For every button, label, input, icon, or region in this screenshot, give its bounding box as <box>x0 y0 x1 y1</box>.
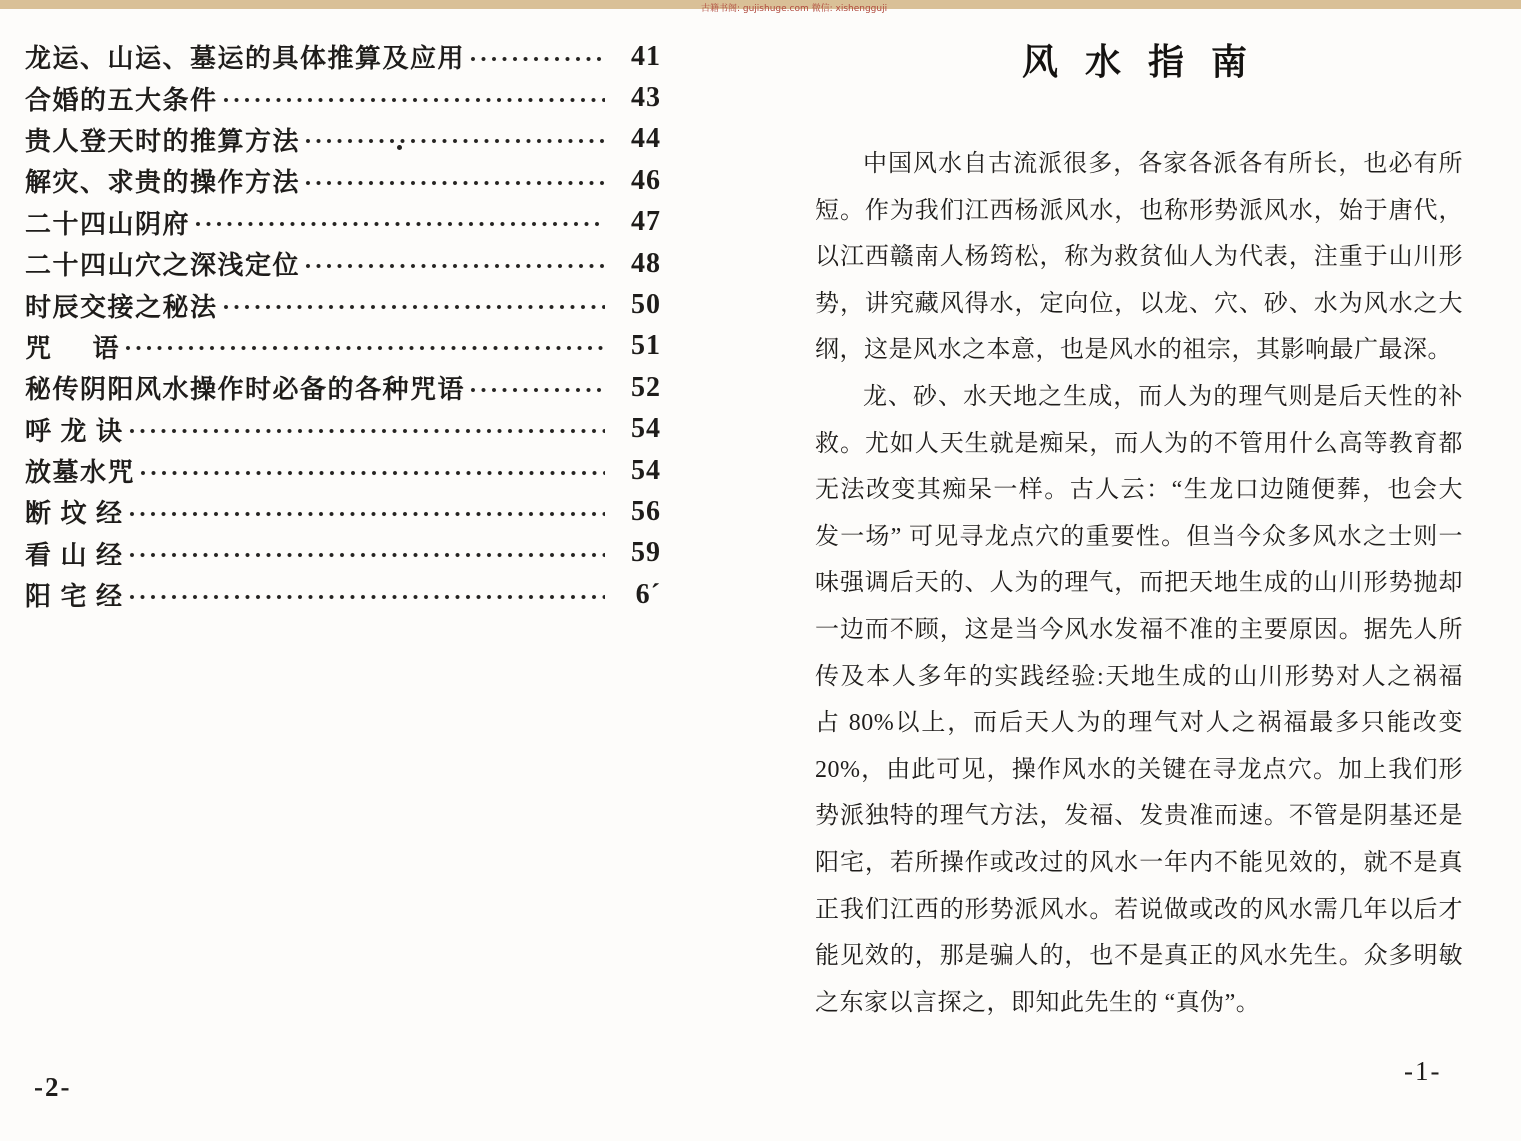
left-page-folio: -2- <box>34 1072 72 1102</box>
watermark-text: 古籍书阁: gujishuge.com 微信: xishengguji <box>701 4 888 14</box>
body-line: 无法改变其痴呆一样。古人云：“生龙口边随便葬，也会大 <box>815 477 1463 504</box>
body-line: 势，讲究藏风得水，定向位，以龙、穴、砂、水为风水之大 <box>815 290 1463 317</box>
body-line: 20%，由此可见，操作风水的关键在寻龙点穴。加上我们形 <box>815 756 1463 783</box>
toc-entry-title: 时辰交接之秘法 <box>25 292 218 322</box>
dot-leader <box>304 262 605 270</box>
toc-entry-title: 合婚的五大条件 <box>25 85 218 115</box>
toc-entry <box>25 119 661 160</box>
dot-leader <box>128 593 605 601</box>
toc-entry-title: 放墓水咒 <box>25 458 136 488</box>
dot-leader <box>469 55 605 63</box>
toc-entry-title: 咒 语 <box>25 333 121 363</box>
body-line: 正我们江西的形势派风水。若说做或改的风水需几年以后才 <box>815 896 1463 923</box>
dot-leader <box>139 469 605 477</box>
toc-entry <box>25 533 661 574</box>
dot-leader <box>469 386 605 394</box>
dot-leader <box>128 510 605 518</box>
toc-entry <box>25 409 661 450</box>
toc-entry-page-number: 54 <box>631 454 661 486</box>
toc-entry-page-number: 46 <box>631 164 661 196</box>
toc-entry-page-number: 41 <box>631 40 661 72</box>
toc-entry-title: 呼 龙 诀 <box>25 416 124 446</box>
body-text <box>815 141 1463 1026</box>
toc-entry-page-number: 54 <box>631 413 661 445</box>
toc-entry-page-number: 6´ <box>635 578 661 610</box>
toc-entry-page-number: 51 <box>631 330 661 362</box>
toc-entry-title: 二十四山阴府 <box>25 209 191 239</box>
dot-leader <box>128 427 605 435</box>
toc-entry-title: 解灾、求贵的操作方法 <box>25 168 301 198</box>
scan-artifact-dot <box>397 145 402 150</box>
toc-entry-page-number: 44 <box>631 123 661 155</box>
body-line: 占 80%以上，而后天人为的理气对人之祸福最多只能改变 <box>815 710 1463 737</box>
toc-entry <box>25 574 661 615</box>
toc-page <box>25 36 661 615</box>
body-line: 发一场” 可见寻龙点穴的重要性。但当今众多风水之士则一 <box>815 523 1463 550</box>
toc-list <box>25 36 661 615</box>
body-line: 龙、砂、水天地之生成，而人为的理气则是后天性的补 <box>863 383 1463 410</box>
toc-entry-page-number: 50 <box>631 289 661 321</box>
toc-entry <box>25 160 661 201</box>
toc-entry-title: 贵人登天时的推算方法 <box>25 126 301 156</box>
body-line: 阳宅，若所操作或改过的风水一年内不能见效的，就不是真 <box>815 849 1463 876</box>
body-line: 救。尤如人天生就是痴呆，而人为的不管用什么高等教育都 <box>815 430 1463 457</box>
toc-entry-page-number: 56 <box>631 495 661 527</box>
body-line: 势派独特的理气方法，发福、发贵准而速。不管是阴基还是 <box>815 803 1463 830</box>
toc-entry <box>25 36 661 77</box>
toc-entry <box>25 202 661 243</box>
toc-entry <box>25 284 661 325</box>
toc-entry <box>25 491 661 532</box>
toc-entry-title: 阳 宅 经 <box>25 582 124 612</box>
body-line: 能见效的，那是骗人的，也不是真正的风水先生。众多明敏 <box>815 943 1463 970</box>
body-line: 中国风水自古流派很多，各家各派各有所长，也必有所 <box>863 151 1463 177</box>
toc-entry-page-number: 48 <box>631 247 661 279</box>
body-line: 味强调后天的、人为的理气，而把天地生成的山川形势抛却 <box>815 570 1463 597</box>
toc-entry-page-number: 47 <box>631 206 661 238</box>
toc-entry-title: 断 坟 经 <box>25 499 124 529</box>
toc-entry-page-number: 59 <box>631 537 661 569</box>
body-line: 一边而不顾，这是当今风水发福不准的主要原因。据先人所 <box>815 616 1463 643</box>
body-line: 传及本人多年的实践经验:天地生成的山川形势对人之祸福 <box>815 663 1463 690</box>
toc-entry-page-number: 43 <box>631 82 661 114</box>
toc-entry <box>25 450 661 491</box>
body-line: 以江西赣南人杨筠松，称为救贫仙人为代表，注重于山川形 <box>815 244 1463 271</box>
toc-entry-title: 秘传阴阳风水操作时必备的各种咒语 <box>25 375 466 405</box>
toc-entry-page-number: 52 <box>631 371 661 403</box>
toc-entry-title: 看 山 经 <box>25 540 124 570</box>
toc-entry-title: 龙运、山运、墓运的具体推算及应用 <box>25 44 466 74</box>
toc-entry <box>25 367 661 408</box>
dot-leader <box>194 220 605 228</box>
dot-leader <box>304 137 605 145</box>
toc-entry <box>25 77 661 118</box>
toc-entry-title: 二十四山穴之深浅定位 <box>25 251 301 281</box>
body-line: 之东家以言探之，即知此先生的 “真伪”。 <box>815 989 1261 1016</box>
toc-entry <box>25 326 661 367</box>
right-page-folio: -1- <box>1404 1056 1442 1086</box>
body-line: 纲，这是风水之本意，也是风水的祖宗，其影响最广最深。 <box>815 337 1452 364</box>
dot-leader <box>128 551 605 559</box>
dot-leader <box>124 344 605 352</box>
chapter-title: 风 水 指 南 <box>1021 42 1256 82</box>
content-page <box>815 34 1463 1026</box>
dot-leader <box>222 96 605 104</box>
toc-entry <box>25 243 661 284</box>
body-line: 短。作为我们江西杨派风水，也称形势派风水，始于唐代， <box>815 197 1463 224</box>
dot-leader <box>304 179 605 187</box>
dot-leader <box>222 303 605 311</box>
